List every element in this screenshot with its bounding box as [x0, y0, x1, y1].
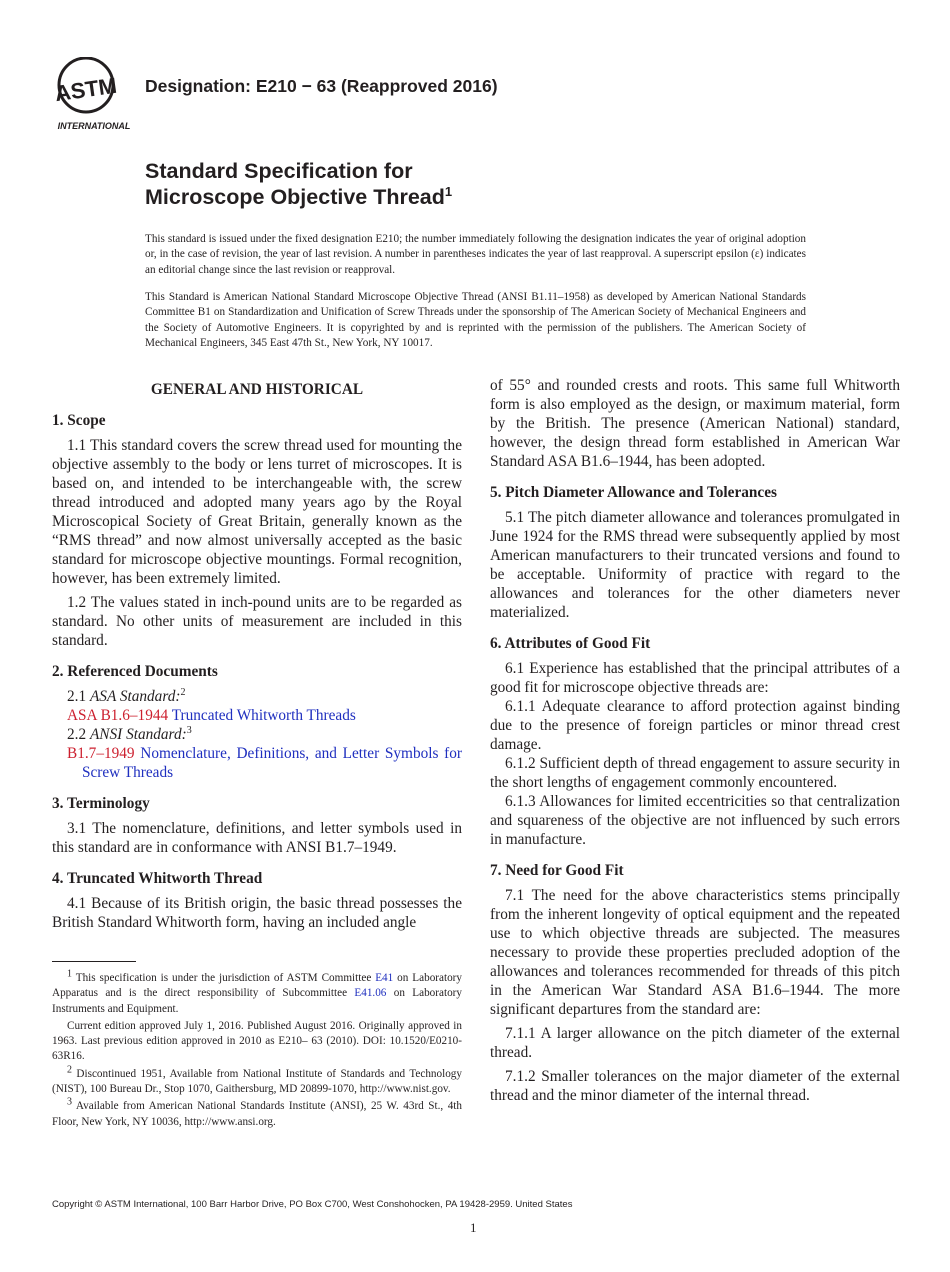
paragraph-6-1-2: 6.1.2 Sufficient depth of thread engagement to assure security in the short lengths of engagement commonly encountered. [490, 755, 900, 791]
section-heading-scope: 1. Scope [52, 412, 106, 429]
section-heading-need-for-good-fit: 7. Need for Good Fit [490, 862, 624, 879]
footnote-3: $^3$ Available from American National Standards Institute (ANSI), 25 W. 43rd St., 4th Floor, New York, NY 10036, http://www.ansi.org. [52, 1096, 462, 1128]
document-title [145, 158, 452, 210]
ref-code-link[interactable]: B1.7–1949 [67, 745, 135, 762]
section-heading-truncated-whitworth: 4. Truncated Whitworth Thread [52, 870, 263, 887]
ref-title-link[interactable]: Truncated Whitworth Threads [171, 707, 356, 724]
ref-2-2-label: 2.2 ANSI Standard:$^3$ [67, 724, 192, 743]
paragraph-3-1: 3.1 The nomenclature, definitions, and letter symbols used in this standard are in conformance with ANSI B1.7–1949. [52, 820, 462, 856]
paragraph-6-1-1: 6.1.1 Adequate clearance to afford protection against binding due to the presence of foreign particles or minor thread crest damage. [490, 698, 900, 753]
paragraph-7-1-2: 7.1.2 Smaller tolerances on the major diameter of the external thread and the minor diameter of the internal thread. [490, 1068, 900, 1104]
ref-code-link[interactable]: ASA B1.6–1944 [67, 707, 169, 724]
paragraph-7-1-1: 7.1.1 A larger allowance on the pitch diameter of the external thread. [490, 1025, 900, 1061]
committee-link[interactable]: E41 [375, 972, 394, 984]
copyright-notice: Copyright © ASTM International, 100 Barr Harbor Drive, PO Box C700, West Conshohocken, PA 19428-2959. United States [52, 1199, 573, 1210]
designation: Designation: E210 − 63 (Reapproved 2016) [145, 76, 498, 96]
paragraph-5-1: 5.1 The pitch diameter allowance and tolerances promulgated in June 1924 for the RMS thread were subsequently applied by most American manufacturers to their truncated versions and found to be acceptable. Uniformity of practice with regard to the allowances and tolerances for the other diameters never materialized. [490, 509, 900, 621]
page-number: 1 [470, 1220, 477, 1235]
paragraph-6-1-3: 6.1.3 Allowances for limited eccentricities so that centralization and squareness of the objective are not influenced by such errors in manufacture. [490, 793, 900, 848]
astm-logo [52, 57, 136, 133]
footnote-1: $^1$ This specification is under the jurisdiction of ASTM Committee E41 on Laboratory Apparatus and is the direct responsibility of Subcommittee E41.06 on Laboratory Instruments and Equipment. [52, 968, 462, 1015]
ref-2-1-label: 2.1 ASA Standard:$^2$ [67, 686, 186, 705]
title-footnote-ref[interactable]: 1 [444, 183, 453, 199]
ref-asa-b1-6[interactable] [52, 706, 462, 725]
title-line-2: Microscope Objective Thread$^1$ [145, 183, 453, 209]
paragraph-6-1: 6.1 Experience has established that the principal attributes of a good fit for microscope objective threads are: [490, 660, 900, 696]
section-heading-terminology: 3. Terminology [52, 795, 150, 812]
footnote-divider [52, 961, 136, 962]
paragraph-4-1-continued: of 55° and rounded crests and roots. This same full Whitworth form is also employed as the design, or maximum material, form by the British. The presence (American National) standard, however, the design thread form established in American War Standard ASA B1.6–1944, has been adopted. [490, 377, 900, 470]
issuance-notice: This standard is issued under the fixed designation E210; the number immediately following the designation indicates the year of original adoption or, in the case of revision, the year of last revision. A number in parentheses indicates the year of last reapproval. A superscript epsilon (ε) indicates an editorial change since the last revision or reapproval. [145, 233, 806, 276]
paragraph-7-1: 7.1 The need for the above characteristics stems principally from the inherent longevity of optical equipment and the repeated use to which objective threads are subjected. The measures necessary to provide these properties precluded adoption of the allowances and tolerances recommended for threads of this pitch in the American War Standard ASA B1.6–1944. The more significant departures from the standard are: [490, 887, 900, 1018]
paragraph-4-1-start: 4.1 Because of its British origin, the basic thread possesses the British Standard Whitworth form, having an included angle [52, 895, 462, 931]
ansi-notice: This Standard is American National Standard Microscope Objective Thread (ANSI B1.11–1958) as developed by American National Standards Committee B1 on Standardization and Unification of Screw Threads under the sponsorship of The American Society of Mechanical Engineers and the Society of Automotive Engineers. It is copyrighted by and is reprinted with the permission of the publishers. The American Society of Mechanical Engineers, 345 East 47th St., New York, NY 10017. [145, 291, 806, 349]
footnote-edition: Current edition approved July 1, 2016. Published August 2016. Originally approved in 1963. Last previous edition approved in 2010 as E210– 63 (2010). DOI: 10.1520/E0210-63R16. [52, 1019, 462, 1063]
section-heading-referenced-documents: 2. Referenced Documents [52, 663, 218, 680]
paragraph-1-1: 1.1 This standard covers the screw thread used for mounting the objective assembly to the body or lens turret of microscopes. It is based on, and intended to be interchangeable with, the screw thread introduced and adopted many years ago by the Royal Microscopical Society of Great Britain, generally known as the “RMS thread” and now almost universally accepted as the basic standard for microscope objective mountings. Formal recognition, however, has been extremely limited. [52, 437, 462, 587]
left-column [52, 376, 462, 937]
logo-subtext: INTERNATIONAL [57, 121, 131, 131]
ref-title-link[interactable]: Nomenclature, Definitions, and Letter Symbols for Screw Threads [82, 745, 462, 781]
subcommittee-link[interactable]: E41.06 [354, 987, 387, 1000]
section-heading-attributes: 6. Attributes of Good Fit [490, 635, 651, 652]
part-heading: GENERAL AND HISTORICAL [150, 381, 364, 398]
right-column [490, 376, 900, 1110]
section-heading-pitch-diameter: 5. Pitch Diameter Allowance and Tolerances [490, 484, 777, 501]
footnote-2: $^2$ Discontinued 1951, Available from National Institute of Standards and Technology (NIST), 100 Bureau Dr., Stop 1070, Gaithersburg, MD 20899-1070, http://www.nist.gov. [52, 1064, 462, 1096]
footnotes [52, 968, 462, 1132]
title-line-1: Standard Specification for [145, 159, 413, 183]
paragraph-1-2: 1.2 The values stated in inch-pound units are to be regarded as standard. No other units of measurement are included in this standard. [52, 594, 462, 649]
ref-ansi-b1-7[interactable] [52, 744, 462, 782]
logo-wordmark: ASTM [53, 72, 119, 107]
